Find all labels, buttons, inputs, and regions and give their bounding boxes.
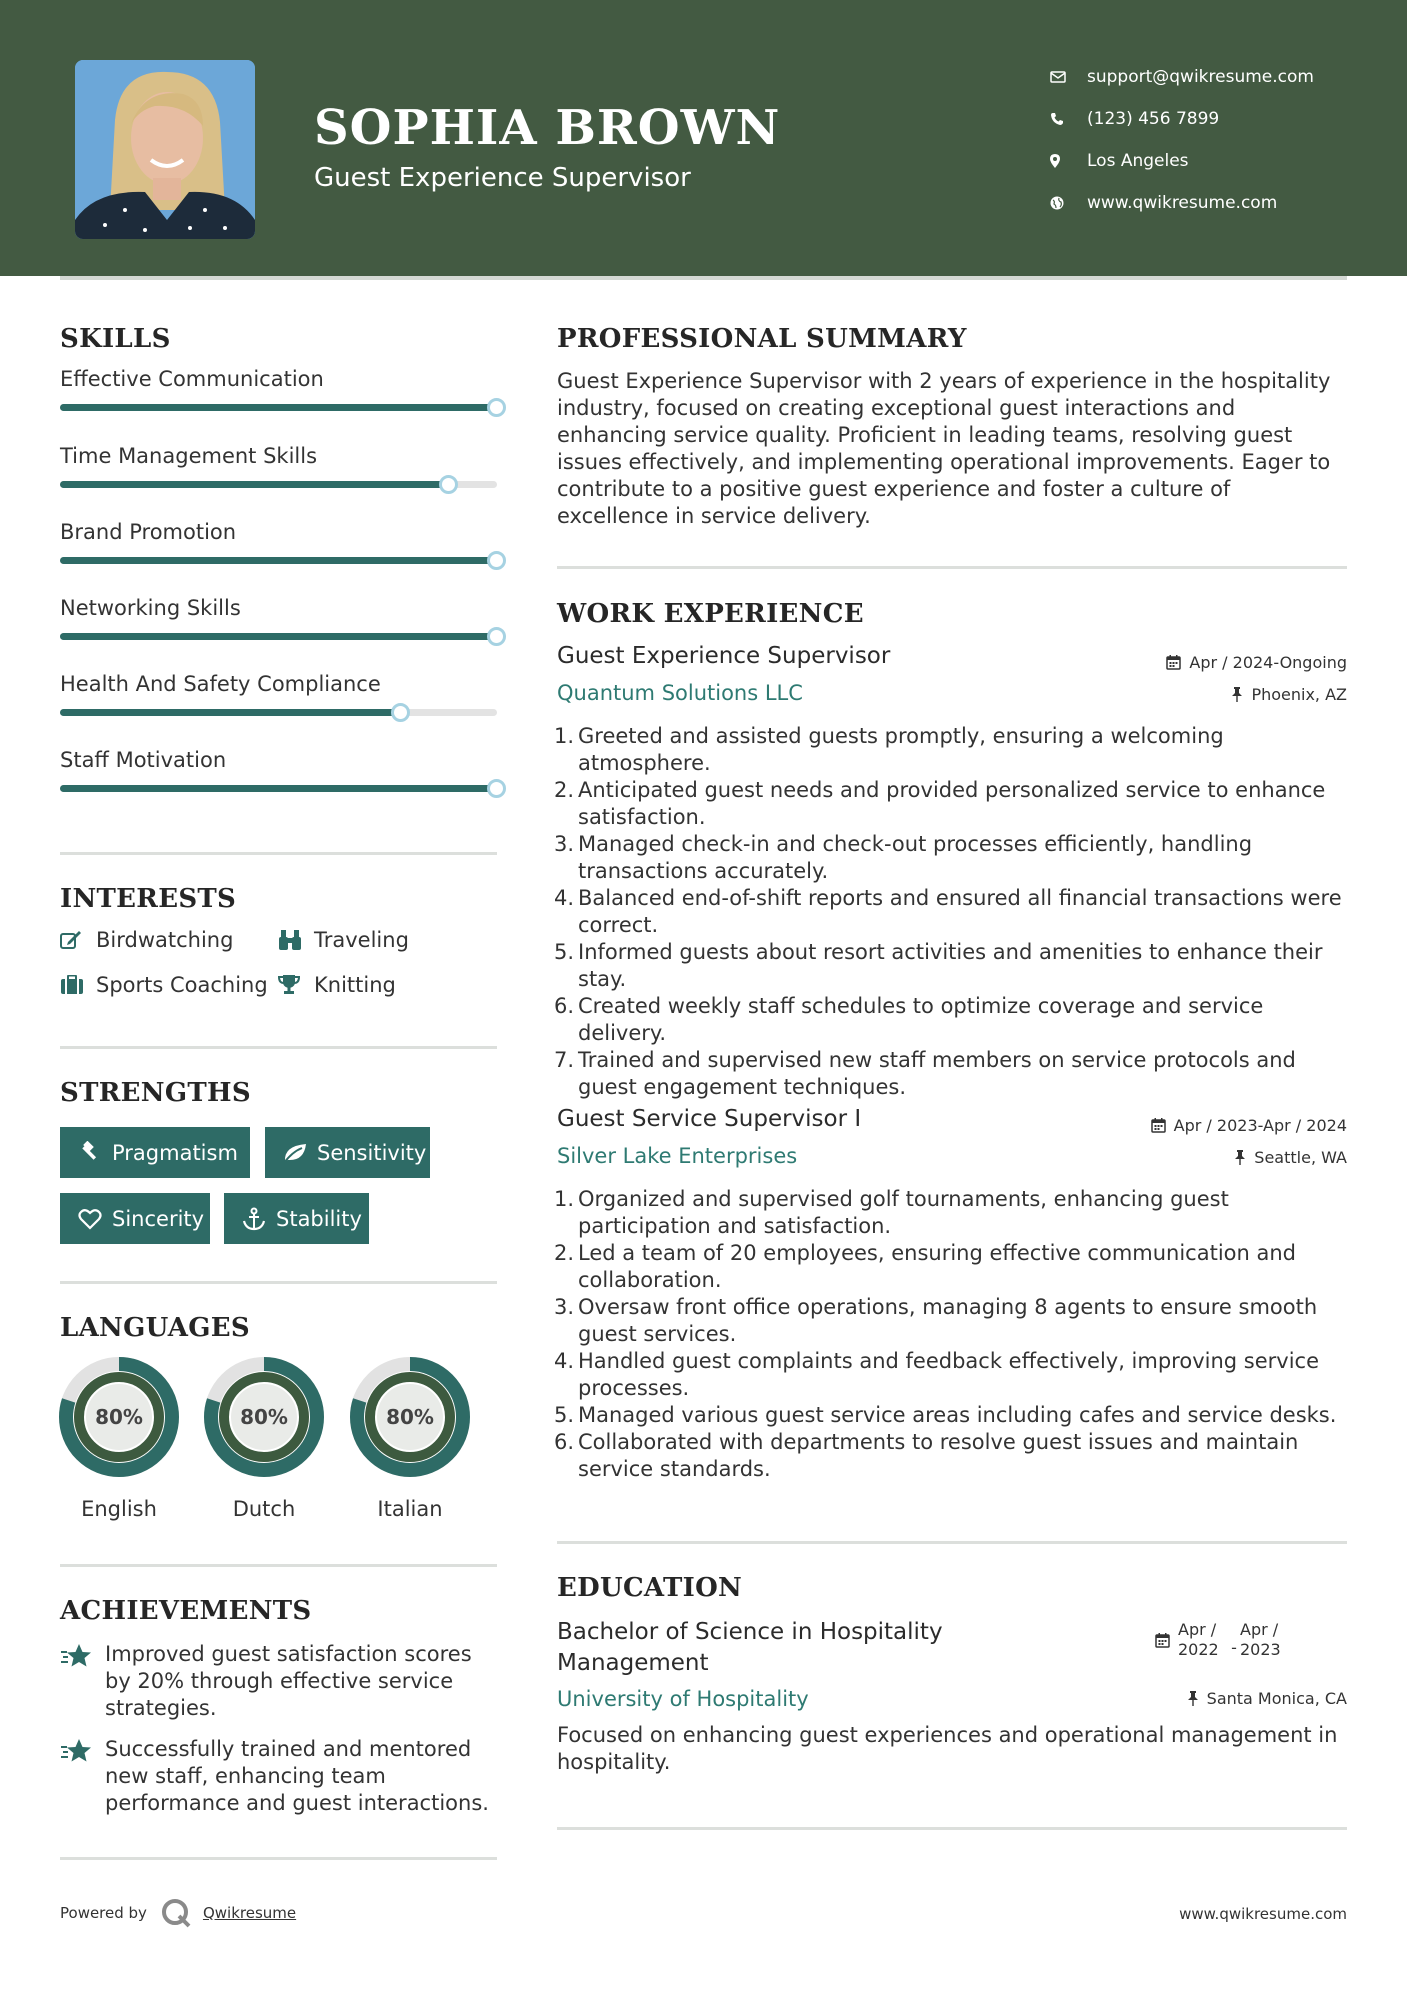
candidate-title: Guest Experience Supervisor	[314, 163, 691, 193]
job-bullet	[553, 1047, 1353, 1101]
job-bullet	[553, 1348, 1353, 1402]
heart-icon	[72, 1208, 108, 1230]
briefcase-icon	[60, 975, 96, 995]
calendar-icon	[1166, 655, 1181, 670]
interest-item	[278, 928, 409, 952]
phone-icon	[1050, 112, 1087, 126]
interests-divider	[60, 1046, 497, 1049]
bullet-number: 5.	[553, 1403, 574, 1427]
education-end-month: Apr /	[1240, 1620, 1279, 1639]
job-location	[1234, 1148, 1347, 1167]
bullet-number: 1.	[553, 724, 574, 748]
globe-icon	[1050, 196, 1087, 210]
bullet-number: 2.	[553, 1241, 574, 1265]
strength-badge	[60, 1127, 250, 1178]
gavel-icon	[72, 1141, 108, 1165]
job-bullet	[553, 831, 1353, 885]
bullet-text: Created weekly staff schedules to optimize coverage and service delivery.	[578, 994, 1264, 1045]
interests-title: INTERESTS	[60, 884, 237, 914]
contact-location	[1050, 140, 1314, 182]
skill-label: Effective Communication	[60, 367, 324, 391]
bullet-text: Greeted and assisted guests promptly, ensuring a welcoming atmosphere.	[578, 724, 1224, 775]
education-end-date	[1240, 1620, 1290, 1660]
job-bullet	[553, 1429, 1353, 1483]
achievement-item	[60, 1736, 500, 1817]
strength-label: Sincerity	[112, 1206, 205, 1231]
skill-label: Health And Safety Compliance	[60, 672, 381, 696]
skill-bar-fill	[60, 709, 401, 716]
summary-text: Guest Experience Supervisor with 2 years of experience in the hospitality industry, focused on creating exceptional guest interactions and enhancing service quality. Proficient in leading teams, resolving guest issues effectively, and implementing operational improvements. Eager to contribute to a positive guest experience and foster a culture of excellence in service delivery.	[557, 369, 1331, 528]
pushpin-icon	[1187, 1691, 1199, 1706]
education-date-separator: -	[1231, 1637, 1237, 1657]
pushpin-icon	[1234, 1150, 1246, 1165]
job-title: Guest Experience Supervisor	[557, 643, 891, 669]
skill-bar	[60, 481, 497, 488]
contact-website[interactable]	[1050, 182, 1314, 224]
skill-bar-fill	[60, 557, 497, 564]
map-pin-icon	[1050, 154, 1087, 168]
skill-bar-fill	[60, 404, 497, 411]
interest-label: Birdwatching	[96, 928, 234, 952]
interest-item	[60, 973, 268, 997]
bullet-text: Trained and supervised new staff members on service protocols and guest engagement techniques.	[578, 1048, 1296, 1099]
interest-item	[60, 928, 233, 952]
skills-title: SKILLS	[60, 324, 171, 354]
bullet-number: 7.	[553, 1048, 574, 1072]
achievements-divider	[60, 1857, 497, 1860]
profile-photo	[75, 60, 255, 239]
achievement-text: Successfully trained and mentored new staff, enhancing team performance and guest interactions.	[105, 1737, 489, 1815]
contact-website-text: www.qwikresume.com	[1087, 193, 1278, 213]
skill-item	[60, 672, 500, 696]
skill-bar-knob	[487, 551, 506, 570]
skill-bar	[60, 404, 497, 411]
contact-phone-text: (123) 456 7899	[1087, 109, 1220, 129]
bullet-number: 3.	[553, 832, 574, 856]
skill-bar	[60, 785, 497, 792]
language-percent: 80%	[95, 1405, 143, 1429]
job-bullet	[553, 885, 1353, 939]
bullet-number: 3.	[553, 1295, 574, 1319]
job-company: Quantum Solutions LLC	[557, 681, 803, 705]
education-location	[1187, 1689, 1347, 1708]
summary-title: PROFESSIONAL SUMMARY	[557, 324, 967, 354]
job-location-text: Seattle, WA	[1254, 1148, 1347, 1167]
job-bullet	[553, 993, 1353, 1047]
contact-email-text: support@qwikresume.com	[1087, 67, 1314, 87]
star-icon	[60, 1736, 105, 1817]
skill-item	[60, 444, 500, 468]
job-bullets	[553, 1186, 1353, 1483]
star-icon	[60, 1641, 105, 1722]
bullet-text: Balanced end-of-shift reports and ensured all financial transactions were correct.	[578, 886, 1342, 937]
calendar-icon	[1151, 1118, 1166, 1133]
bullet-text: Managed various guest service areas including cafes and service desks.	[578, 1403, 1337, 1427]
strength-badge	[60, 1193, 210, 1244]
strength-label: Sensitivity	[317, 1140, 427, 1165]
candidate-name: SOPHIA BROWN	[314, 100, 781, 156]
language-label: Italian	[377, 1497, 443, 1521]
education-divider	[557, 1827, 1347, 1830]
bullet-text: Informed guests about resort activities and amenities to enhance their stay.	[578, 940, 1323, 991]
edit-icon	[60, 930, 96, 950]
experience-title: WORK EXPERIENCE	[557, 599, 864, 629]
education-location-text: Santa Monica, CA	[1206, 1689, 1347, 1708]
header-divider	[60, 276, 1347, 280]
language-item	[59, 1357, 179, 1521]
interest-label: Sports Coaching	[96, 973, 268, 997]
languages-title: LANGUAGES	[60, 1313, 250, 1343]
job-bullets	[553, 723, 1353, 1101]
strength-label: Pragmatism	[112, 1140, 238, 1165]
bullet-number: 6.	[553, 994, 574, 1018]
education-title: EDUCATION	[557, 1573, 743, 1603]
bullet-number: 2.	[553, 778, 574, 802]
job-bullet	[553, 777, 1353, 831]
bullet-number: 5.	[553, 940, 574, 964]
interest-label: Traveling	[314, 928, 409, 952]
powered-by-text: Powered by	[60, 1904, 147, 1922]
job-dates	[1166, 653, 1347, 672]
skill-item	[60, 748, 500, 772]
binoculars-icon	[278, 929, 314, 951]
job-bullet	[553, 939, 1353, 993]
skills-divider	[60, 852, 497, 855]
strength-label: Stability	[276, 1206, 362, 1231]
achievement-item	[60, 1641, 500, 1722]
education-start-month: Apr /	[1178, 1620, 1217, 1639]
job-bullet	[553, 1294, 1353, 1348]
strengths-title: STRENGTHS	[60, 1078, 251, 1108]
trophy-icon	[278, 974, 314, 996]
resume-header	[0, 0, 1407, 276]
skill-bar-fill	[60, 481, 449, 488]
bullet-text: Handled guest complaints and feedback effectively, improving service processes.	[578, 1349, 1319, 1400]
bullet-text: Oversaw front office operations, managing 8 agents to ensure smooth guest services.	[578, 1295, 1318, 1346]
skill-bar	[60, 709, 497, 716]
pushpin-icon	[1231, 687, 1243, 702]
skill-label: Time Management Skills	[60, 444, 318, 468]
language-label: English	[81, 1497, 157, 1521]
bullet-number: 4.	[553, 886, 574, 910]
anchor-icon	[236, 1207, 272, 1231]
bullet-text: Managed check-in and check-out processes efficiently, handling transactions accurately.	[578, 832, 1253, 883]
education-start-date	[1178, 1620, 1228, 1660]
skill-bar-knob	[391, 703, 410, 722]
contact-location-text: Los Angeles	[1087, 151, 1189, 171]
skill-bar-knob	[487, 627, 506, 646]
bullet-text: Collaborated with departments to resolve guest issues and maintain service standards.	[578, 1430, 1299, 1481]
language-item	[204, 1357, 324, 1521]
job-bullet	[553, 723, 1353, 777]
language-percent: 80%	[240, 1405, 288, 1429]
interest-label: Knitting	[314, 973, 396, 997]
skill-bar	[60, 633, 497, 640]
skill-label: Staff Motivation	[60, 748, 227, 772]
qwikresume-link[interactable]: Qwikresume	[202, 1904, 297, 1922]
skill-item	[60, 367, 500, 391]
bullet-number: 1.	[553, 1187, 574, 1211]
strength-badge	[265, 1127, 430, 1178]
bullet-number: 6.	[553, 1430, 574, 1454]
strength-badge	[224, 1193, 369, 1244]
job-bullet	[553, 1402, 1353, 1429]
strengths-divider	[60, 1281, 497, 1284]
contact-phone[interactable]	[1050, 98, 1314, 140]
language-item	[350, 1357, 470, 1521]
envelope-icon	[1050, 71, 1087, 83]
leaf-icon	[277, 1142, 313, 1164]
job-dates-text: Apr / 2024-Ongoing	[1189, 653, 1347, 672]
language-label: Dutch	[232, 1497, 296, 1521]
contact-block	[1050, 56, 1314, 224]
skill-bar-knob	[487, 779, 506, 798]
footer-powered-by	[60, 1898, 296, 1928]
job-company: Silver Lake Enterprises	[557, 1144, 798, 1168]
education-start-year: 2022	[1178, 1640, 1219, 1659]
language-ring	[59, 1357, 179, 1477]
language-ring	[204, 1357, 324, 1477]
degree-title: Bachelor of Science in Hospitality Management	[557, 1619, 943, 1676]
education-description: Focused on enhancing guest experiences and operational management in hospitality.	[557, 1723, 1338, 1774]
skill-bar-fill	[60, 633, 497, 640]
qwikresume-logo-icon	[161, 1898, 191, 1928]
summary-divider	[557, 566, 1347, 569]
job-title: Guest Service Supervisor I	[557, 1106, 862, 1132]
footer-website[interactable]: www.qwikresume.com	[1179, 1905, 1347, 1923]
language-percent: 80%	[386, 1405, 434, 1429]
education-end-year: 2023	[1240, 1640, 1281, 1659]
skill-item	[60, 596, 500, 620]
skill-label: Brand Promotion	[60, 520, 237, 544]
language-ring	[350, 1357, 470, 1477]
job-dates-text: Apr / 2023-Apr / 2024	[1173, 1116, 1347, 1135]
bullet-text: Led a team of 20 employees, ensuring effective communication and collaboration.	[578, 1241, 1297, 1292]
achievements-title: ACHIEVEMENTS	[60, 1596, 312, 1626]
contact-email[interactable]	[1050, 56, 1314, 98]
job-bullet	[553, 1186, 1353, 1240]
skill-label: Networking Skills	[60, 596, 241, 620]
achievement-text: Improved guest satisfaction scores by 20% through effective service strategies.	[105, 1642, 472, 1720]
skill-bar-fill	[60, 785, 497, 792]
job-bullet	[553, 1240, 1353, 1294]
languages-divider	[60, 1564, 497, 1567]
job-dates	[1151, 1116, 1347, 1135]
bullet-text: Organized and supervised golf tournaments, enhancing guest participation and satisfaction.	[578, 1187, 1229, 1238]
job-location	[1231, 685, 1347, 704]
interest-item	[278, 973, 396, 997]
skill-item	[60, 520, 500, 544]
skill-bar-knob	[439, 475, 458, 494]
skill-bar-knob	[487, 398, 506, 417]
education-dates	[1155, 1620, 1290, 1660]
bullet-number: 4.	[553, 1349, 574, 1373]
school-name: University of Hospitality	[557, 1687, 809, 1711]
bullet-text: Anticipated guest needs and provided personalized service to enhance satisfaction.	[578, 778, 1326, 829]
skill-bar	[60, 557, 497, 564]
calendar-icon	[1155, 1633, 1170, 1648]
job-location-text: Phoenix, AZ	[1251, 685, 1347, 704]
experience-divider	[557, 1541, 1347, 1544]
